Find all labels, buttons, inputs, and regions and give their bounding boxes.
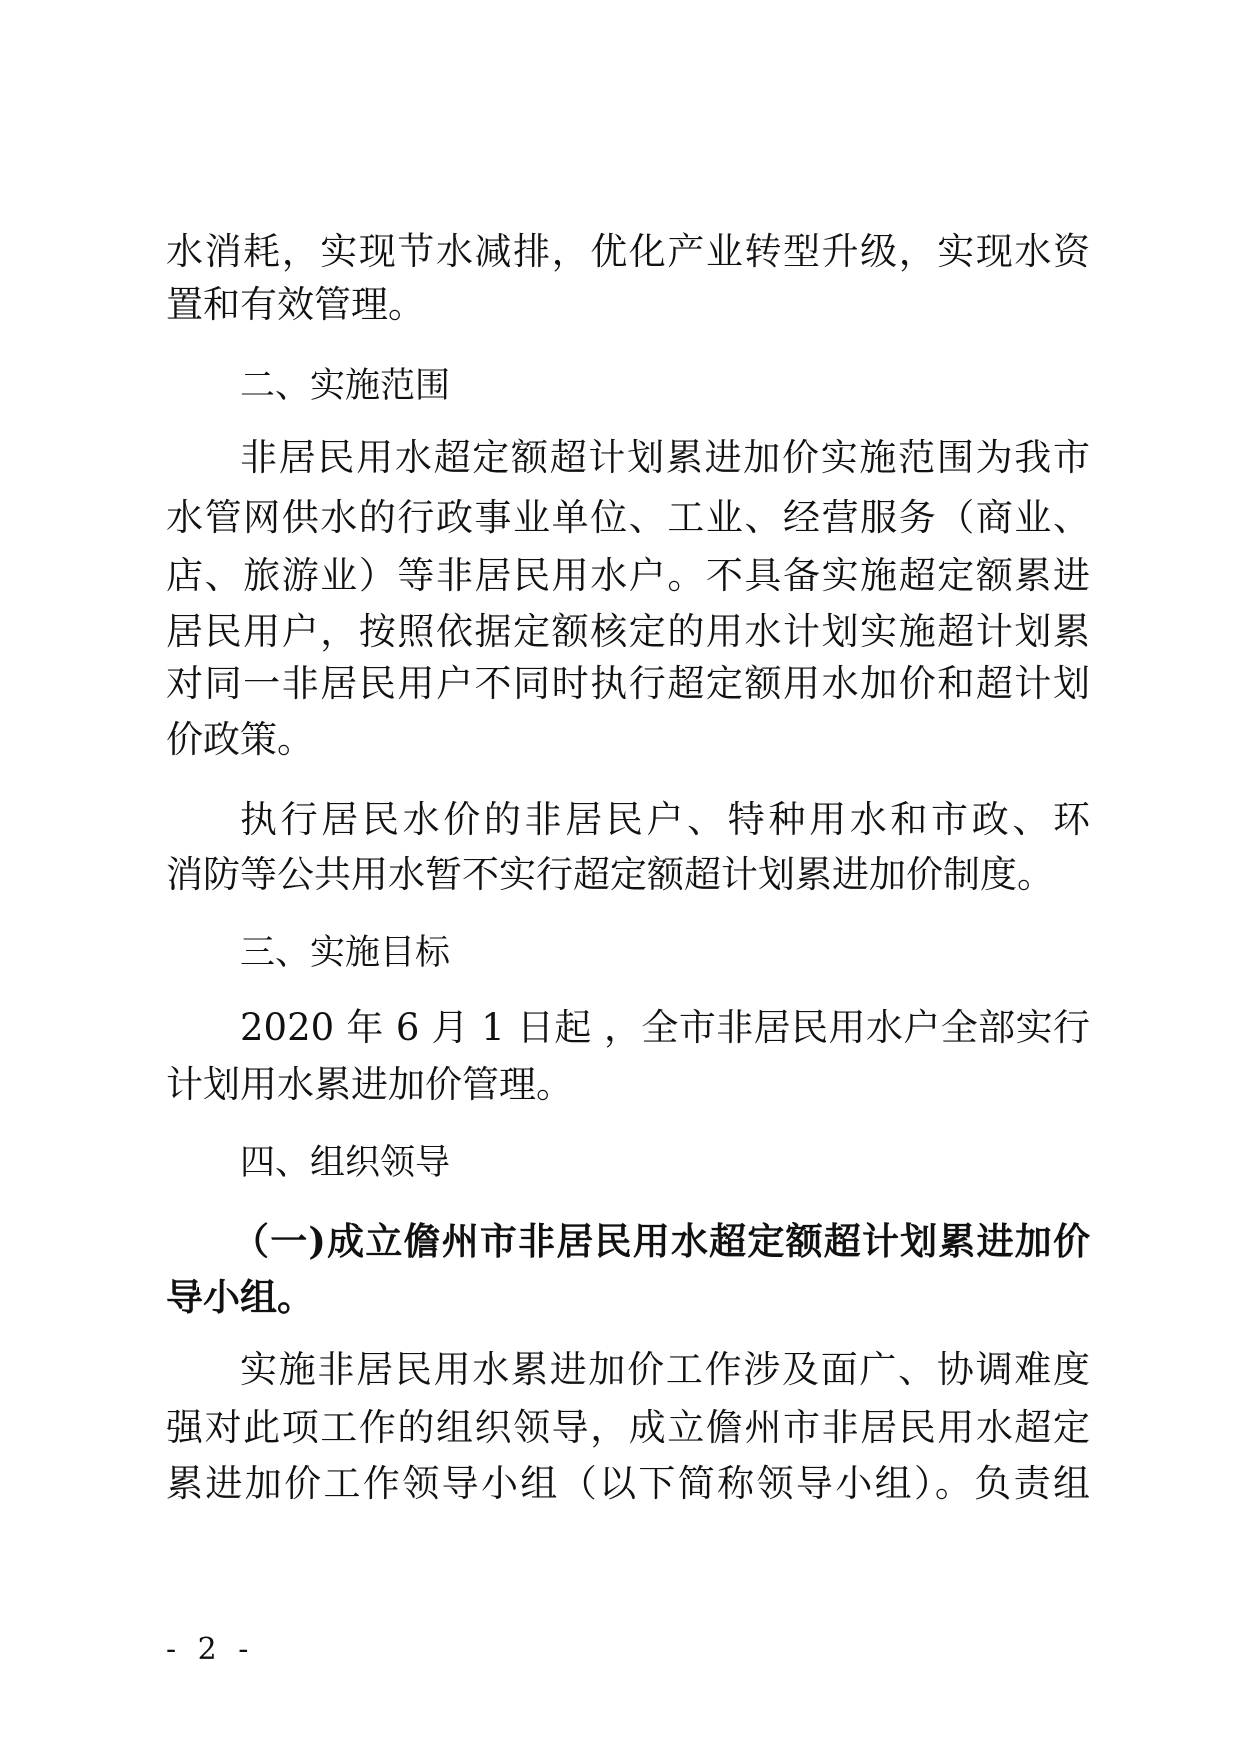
body-text-line: 店、旅游业）等非居民用水户。不具备实施超定额累进 bbox=[166, 554, 1090, 597]
body-text-line: 实施非居民用水累进加价工作涉及面广、协调难度 bbox=[240, 1348, 1090, 1391]
section-heading-leadership: 四、组织领导 bbox=[240, 1143, 451, 1183]
body-text-line: 累进加价工作领导小组（以下简称领导小组）。负责组 bbox=[166, 1462, 1090, 1505]
body-text-line: 水管网供水的行政事业单位、工业、经营服务（商业、 bbox=[166, 496, 1090, 539]
subsection-heading-cont: 导小组。 bbox=[166, 1275, 314, 1319]
body-text-line: 对同一非居民用户不同时执行超定额用水加价和超计划 bbox=[166, 662, 1090, 705]
body-text-line: 价政策。 bbox=[166, 718, 314, 761]
body-text-line: 2020 年 6 月 1 日起 ，全市非居民用水户全部实行 bbox=[240, 1006, 1090, 1049]
body-text-line: 水消耗，实现节水减排，优化产业转型升级，实现水资 bbox=[166, 230, 1090, 273]
body-text-line: 消防等公共用水暂不实行超定额超计划累进加价制度。 bbox=[166, 853, 1054, 896]
section-heading-scope: 二、实施范围 bbox=[240, 366, 451, 406]
body-text-line: 强对此项工作的组织领导，成立儋州市非居民用水超定 bbox=[166, 1406, 1090, 1449]
body-text-line: 执行居民水价的非居民户、特种用水和市政、环 bbox=[240, 798, 1090, 841]
body-text-line: 置和有效管理。 bbox=[166, 283, 425, 326]
page-number: - 2 - bbox=[166, 1632, 255, 1667]
subsection-heading: （一)成立儋州市非居民用水超定额超计划累进加价 bbox=[232, 1219, 1090, 1263]
body-text-line: 计划用水累进加价管理。 bbox=[166, 1063, 573, 1106]
section-heading-goal: 三、实施目标 bbox=[240, 933, 451, 973]
body-text-line: 居民用户，按照依据定额核定的用水计划实施超计划累 bbox=[166, 610, 1090, 653]
body-text-line: 非居民用水超定额超计划累进加价实施范围为我市 bbox=[240, 436, 1090, 479]
